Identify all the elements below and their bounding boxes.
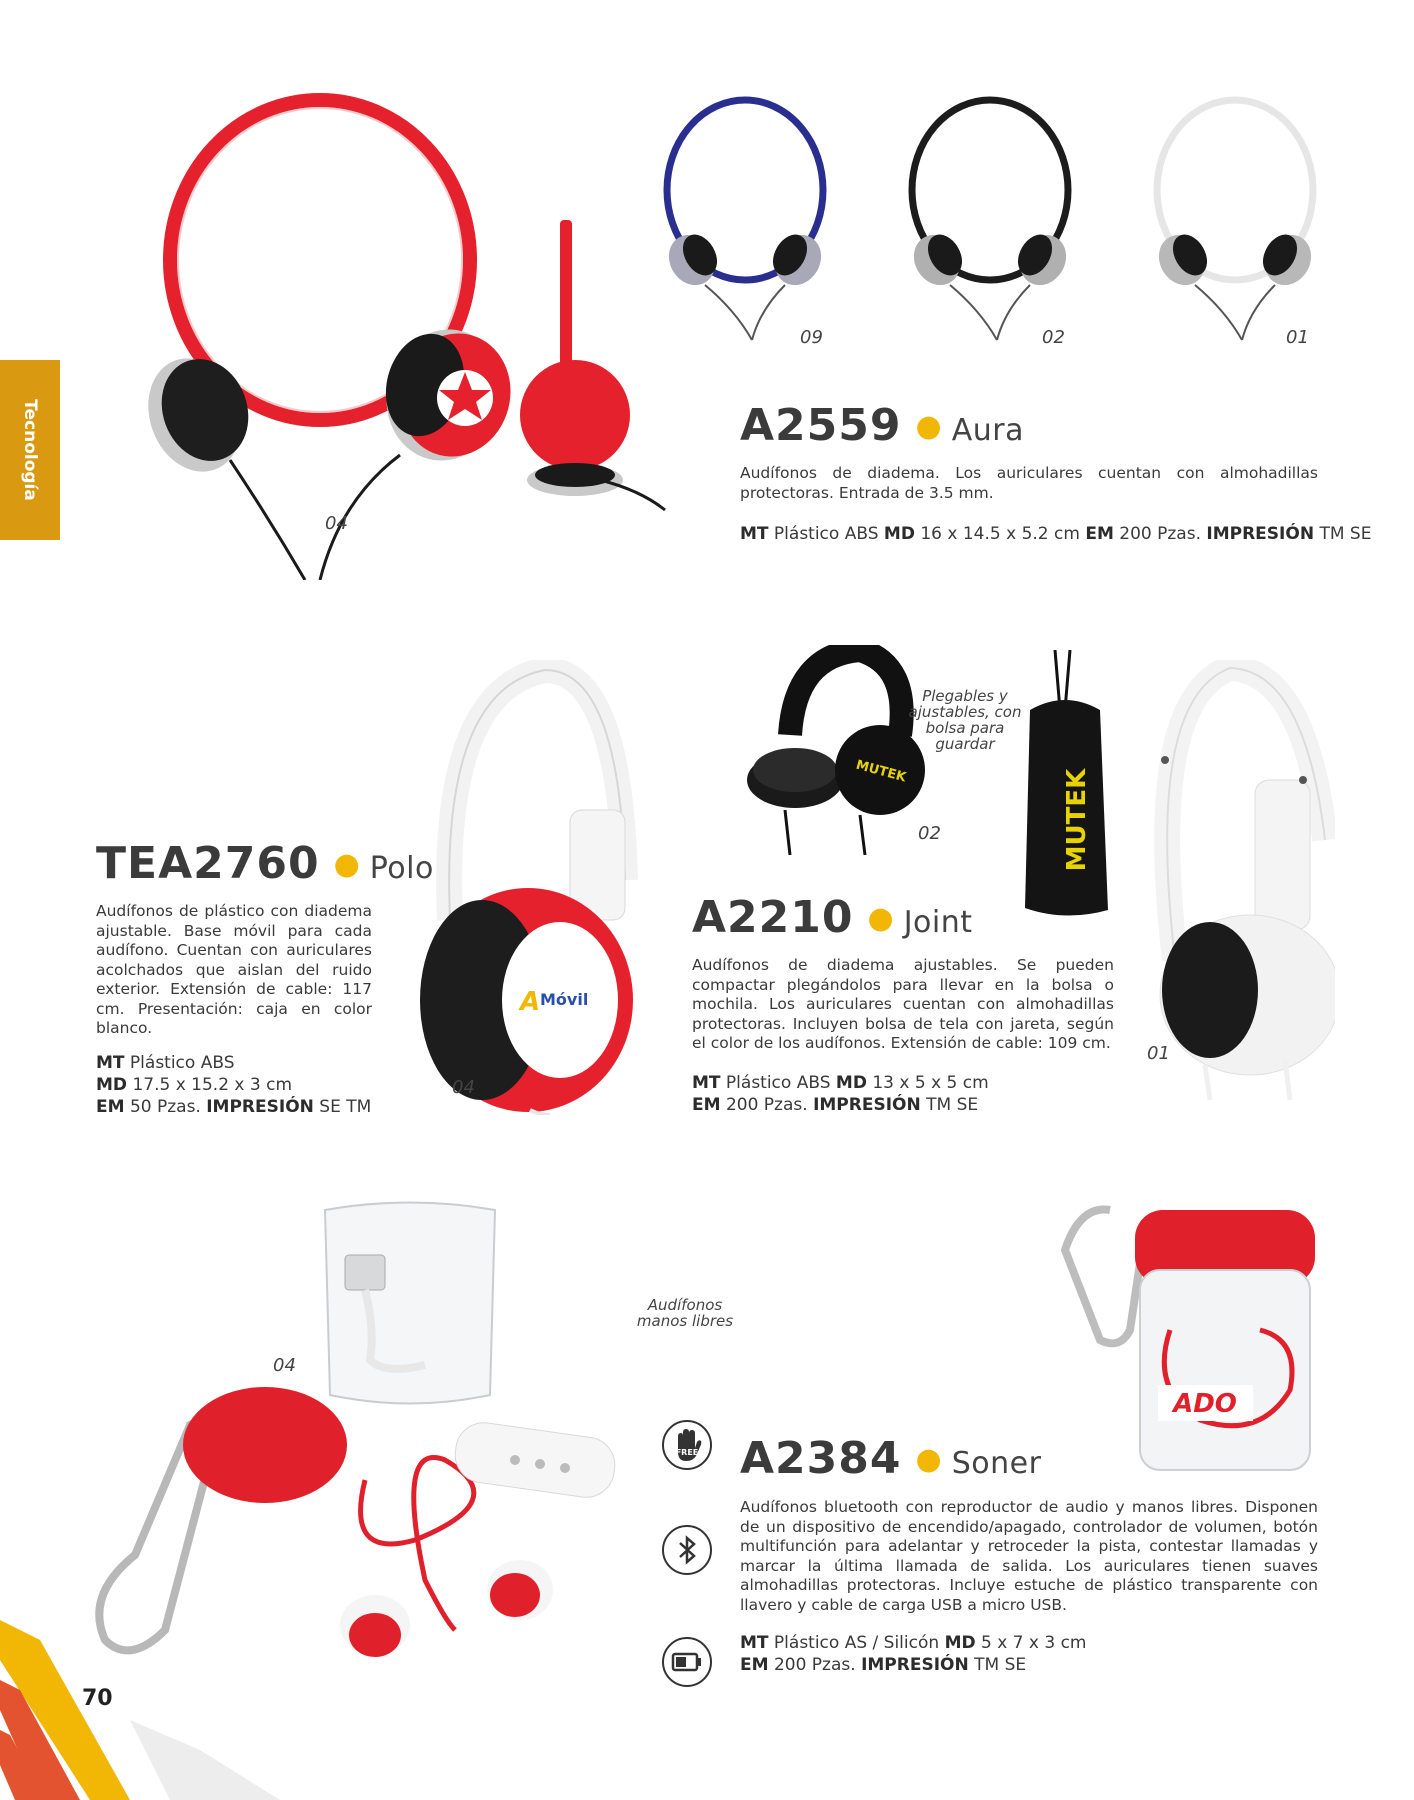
aura-black-headphones-image xyxy=(905,95,1075,345)
battery-icon xyxy=(662,1637,712,1687)
product-description: Audífonos bluetooth con reproductor de audio y manos libres. Disponen de un dispositivo de encendido/apagado, controlador de volumen, botón multifunción para adelantar y retroceder la pista, contestar llamadas y marcar la última llamada de salida. Los auriculares tienen suaves almohadillas protectoras. Incluye estuche de plástico transparente con llavero y cable de carga USB a micro USB. xyxy=(740,1498,1318,1614)
bluetooth-icon xyxy=(662,1525,712,1575)
product-name: Polo xyxy=(369,851,434,886)
mutek-logo-text: MUTEK xyxy=(854,757,908,786)
product-specs: MT Plástico AS / Silicón MD 5 x 7 x 3 cm EM 200 Pzas. IMPRESIÓN TM SE xyxy=(740,1633,1087,1675)
product-code: A2384 xyxy=(740,1433,902,1484)
section-tab-label: Tecnología xyxy=(20,399,40,501)
variant-number: 09 xyxy=(800,327,823,348)
polo-headphones-image xyxy=(410,660,640,1115)
page-number: 70 xyxy=(82,1686,113,1711)
svg-text:A: A xyxy=(520,987,541,1017)
product-specs: MT Plástico ABS MD 17.5 x 15.2 x 3 cm EM 50 Pzas. IMPRESIÓN SE TM xyxy=(96,1053,372,1117)
soner-case-product-image xyxy=(1040,1190,1320,1480)
product-description: Audífonos de diadema ajustables. Se pueden compactar plegándolos para llevar en la bolsa o mochila. Los auriculares cuentan con almohadillas protectoras. Incluyen bolsa de tela con jareta, según el color de los audífonos. Extensión de cable: 109 cm. xyxy=(692,956,1114,1052)
product-heading xyxy=(692,892,973,943)
product-heading xyxy=(740,1433,1041,1484)
product-specs: MT Plástico ABS MD 16 x 14.5 x 5.2 cm EM 200 Pzas. IMPRESIÓN TM SE xyxy=(740,524,1372,544)
product-heading xyxy=(740,400,1024,451)
star-logo-icon xyxy=(437,370,493,426)
variant-number: 04 xyxy=(273,1355,296,1376)
decorative-stripes xyxy=(0,1620,300,1800)
product-code: A2210 xyxy=(692,892,854,943)
product-description: Audífonos de plástico con diadema ajustable. Base móvil para cada audífono. Cuentan con auriculares acolchados que aislan del ruido exterior. Extensión de cable: 117 cm. Presentación: caja en color blanco. xyxy=(96,902,372,1037)
bullet-dot-icon: ● xyxy=(915,1442,942,1477)
joint-black-headphones-image xyxy=(740,645,940,860)
aura-red-headphones-image xyxy=(120,60,680,580)
ado-logo-text: ADO xyxy=(1173,1389,1237,1419)
product-name: Aura xyxy=(951,413,1024,448)
product-description: Audífonos de diadema. Los auriculares cuentan con almohadillas protectoras. Entrada de 3.5 mm. xyxy=(740,464,1318,502)
svg-text:FREE: FREE xyxy=(675,1448,699,1457)
variant-number: 04 xyxy=(325,513,348,534)
product-name: Soner xyxy=(951,1446,1042,1481)
variant-number: 04 xyxy=(452,1077,475,1098)
bullet-dot-icon: ● xyxy=(333,847,360,882)
drawstring-bag-image xyxy=(1020,650,1110,920)
product-specs: MT Plástico ABS MD 13 x 5 x 5 cm EM 200 Pzas. IMPRESIÓN TM SE xyxy=(692,1073,989,1115)
free-hands-icon xyxy=(662,1420,712,1470)
aura-blue-headphones-image xyxy=(660,95,830,345)
amovil-logo-icon xyxy=(502,922,618,1078)
joint-white-headphones-image xyxy=(1135,660,1335,1105)
svg-text:Móvil: Móvil xyxy=(540,990,589,1009)
product-note: Plegables y ajustables, con bolsa para guardar xyxy=(908,687,1022,753)
bullet-dot-icon: ● xyxy=(915,409,942,444)
variant-number: 02 xyxy=(1042,327,1065,348)
bullet-dot-icon: ● xyxy=(867,901,894,936)
product-code: TEA2760 xyxy=(96,838,320,889)
section-tab xyxy=(0,360,60,540)
product-heading xyxy=(96,838,434,889)
variant-number: 01 xyxy=(1147,1043,1170,1064)
variant-number: 01 xyxy=(1286,327,1309,348)
product-name: Joint xyxy=(903,905,973,940)
mutek-bag-logo-text: MUTEK xyxy=(1062,768,1092,872)
variant-number: 02 xyxy=(918,823,941,844)
product-code: A2559 xyxy=(740,400,902,451)
product-note: Audífonos manos libres xyxy=(636,1296,734,1330)
aura-white-headphones-image xyxy=(1150,95,1320,345)
